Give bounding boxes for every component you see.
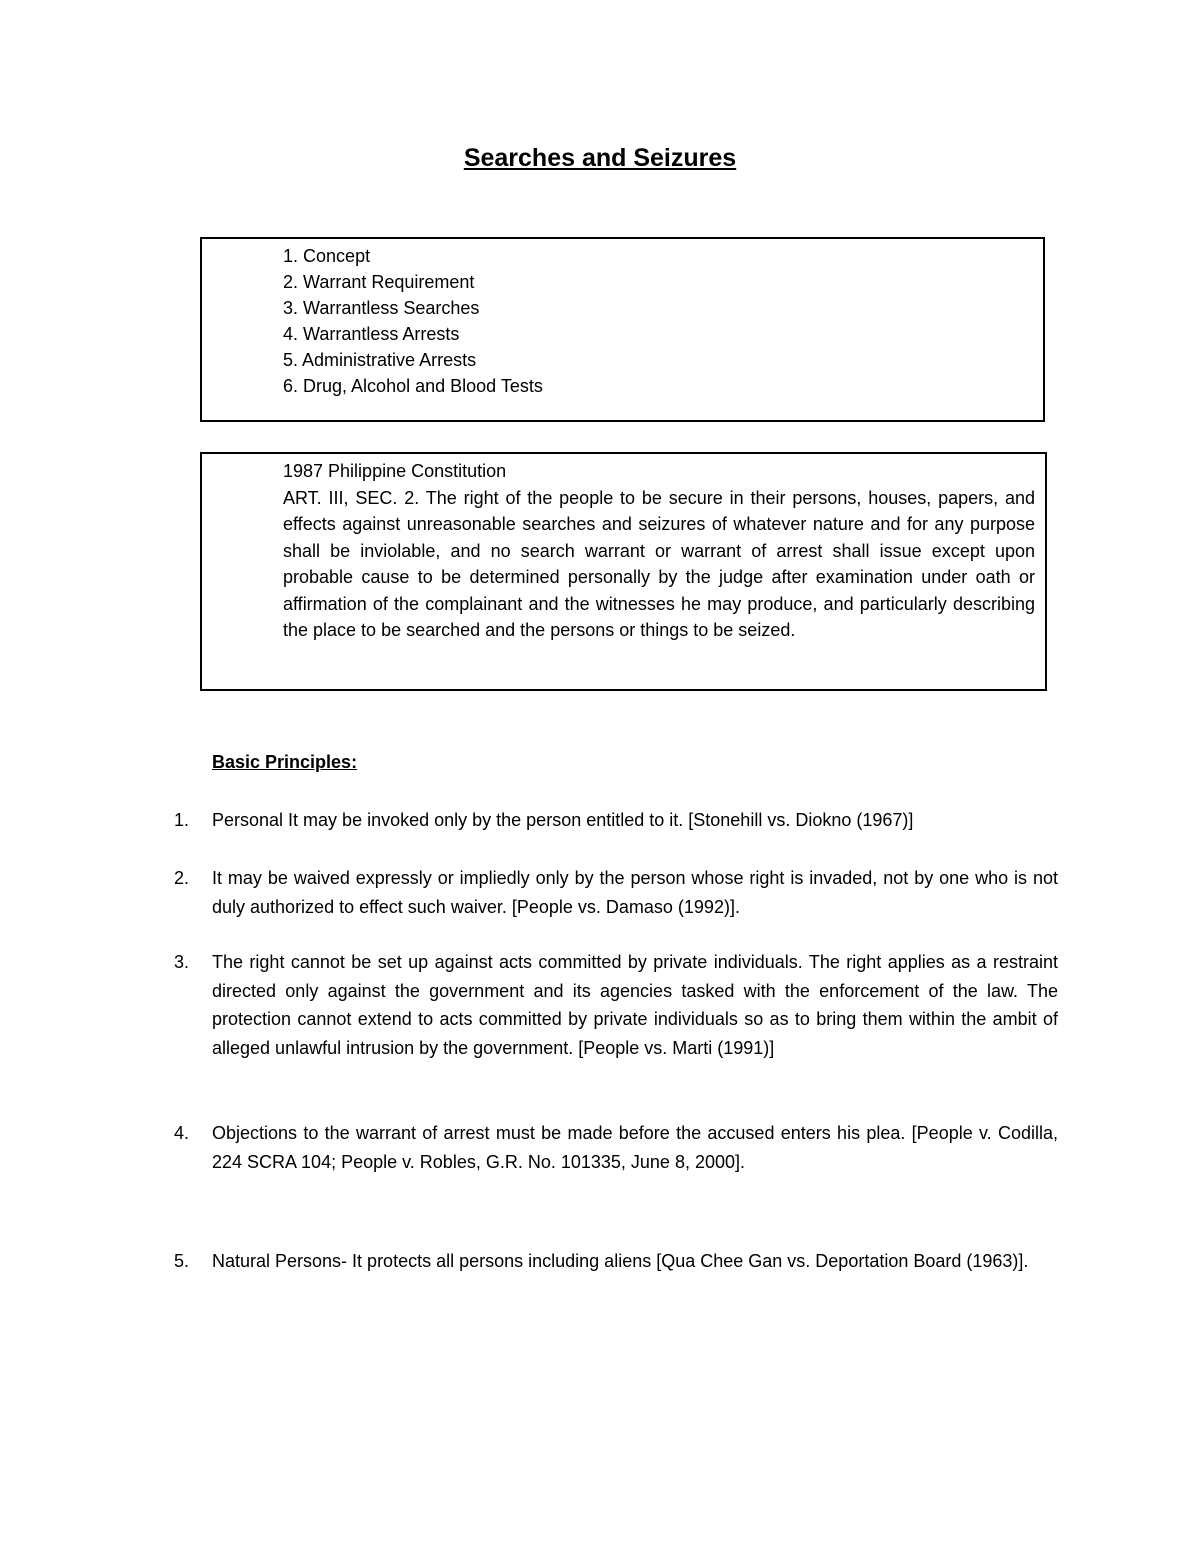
topic-number: 2.	[283, 272, 299, 292]
constitution-box	[200, 452, 1047, 691]
list-item	[174, 1247, 1058, 1276]
topic-label: Warrantless Arrests	[303, 324, 460, 344]
constitution-provision: The right of the people to be secure in their persons, houses, papers, and effects against unreasonable searches and seizures of whatever nature and for any purpose shall be inviolable, and no search warrant or warrant of arrest shall issue except upon probable cause to be determined personally by the judge after examination under oath or affirmation of the complainant and the witnesses he may produce, and particularly describing the place to be searched and the persons or things to be seized.	[283, 487, 1035, 640]
principle-number: 3.	[174, 952, 190, 972]
list-item	[283, 321, 543, 347]
topics-box	[200, 237, 1045, 422]
list-item	[283, 347, 543, 373]
principles-heading: Basic Principles:	[212, 752, 358, 772]
principle-number: 2.	[174, 868, 190, 888]
topic-label: Warrant Requirement	[303, 272, 475, 292]
topic-label: Concept	[303, 246, 371, 266]
list-item	[283, 373, 543, 399]
list-item	[174, 864, 1058, 921]
principle-number: 1.	[174, 810, 190, 830]
list-item	[283, 243, 543, 269]
principle-text: Objections to the warrant of arrest must be made before the accused enters his plea. [People v. Codilla, 224 SCRA 104; People v. Robles, G.R. No. 101335, June 8, 2000].	[212, 1123, 1058, 1172]
principle-text: Personal It may be invoked only by the person entitled to it. [Stonehill vs. Diokno (1967)]	[212, 810, 914, 830]
constitution-heading: 1987 Philippine Constitution	[283, 461, 507, 481]
topic-number: 6.	[283, 376, 299, 396]
topic-number: 1.	[283, 246, 299, 266]
constitution-text	[283, 458, 1035, 644]
list-item	[174, 1119, 1058, 1176]
topic-label: Administrative Arrests	[302, 350, 477, 370]
constitution-article: ART. III, SEC. 2.	[283, 487, 420, 508]
topics-list	[283, 243, 543, 399]
topic-label: Warrantless Searches	[303, 298, 480, 318]
principle-text: The right cannot be set up against acts committed by private individuals. The right applies as a restraint directed only against the government and its agencies tasked with the enforcement of the law. The protection cannot extend to acts committed by private individuals so as to bring them within the ambit of alleged unlawful intrusion by the government. [People vs. Marti (1991)]	[212, 952, 1058, 1058]
list-item	[174, 948, 1058, 1062]
principle-number: 4.	[174, 1123, 190, 1143]
principle-number: 5.	[174, 1251, 190, 1271]
topic-number: 4.	[283, 324, 299, 344]
principle-text: It may be waived expressly or impliedly only by the person whose right is invaded, not by one who is not duly authorized to effect such waiver. [People vs. Damaso (1992)].	[212, 868, 1058, 917]
page-title: Searches and Seizures	[463, 144, 737, 172]
principle-text: Natural Persons- It protects all persons including aliens [Qua Chee Gan vs. Deportation Board (1963)].	[212, 1251, 1029, 1271]
list-item	[283, 269, 543, 295]
list-item	[174, 806, 1058, 835]
topic-label: Drug, Alcohol and Blood Tests	[303, 376, 543, 396]
topic-number: 3.	[283, 298, 299, 318]
topic-number: 5.	[283, 350, 299, 370]
list-item	[283, 295, 543, 321]
